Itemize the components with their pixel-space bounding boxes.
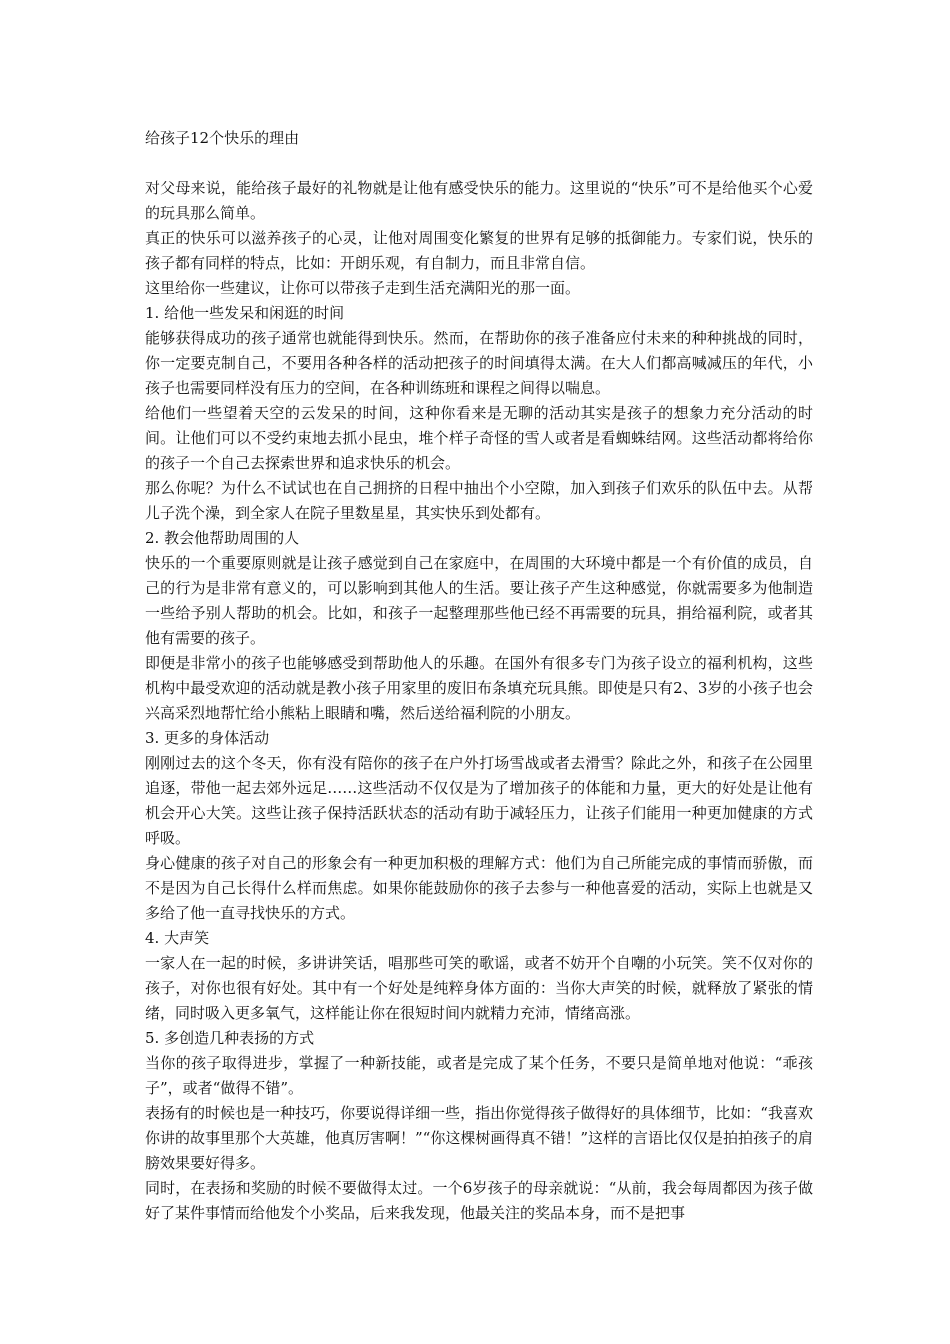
- section-heading: 1. 给他一些发呆和闲逛的时间: [145, 304, 345, 322]
- body-paragraph: 真正的快乐可以滋养孩子的心灵，让他对周围变化繁复的世界有足够的抵御能力。专家们说，快乐的孩子都有同样的特点，比如：开朗乐观，有自制力，而且非常自信。: [145, 229, 813, 272]
- body-paragraph: 一家人在一起的时候，多讲讲笑话，唱那些可笑的歌谣，或者不妨开个自嘲的小玩笑。笑不仅对你的孩子，对你也很有好处。其中有一个好处是纯粹身体方面的：当你大声笑的时候，就释放了紧张的情绪，同时吸入更多氧气，这样能让你在很短时间内就精力充沛，情绪高涨。: [145, 954, 813, 1022]
- body-paragraph: 身心健康的孩子对自己的形象会有一种更加积极的理解方式：他们为自己所能完成的事情而骄傲，而不是因为自己长得什么样而焦虑。如果你能鼓励你的孩子去参与一种他喜爱的活动，实际上也就是又多给了他一直寻找快乐的方式。: [145, 854, 813, 922]
- section-heading: 3. 更多的身体活动: [145, 729, 270, 747]
- section-heading: 5. 多创造几种表扬的方式: [145, 1029, 315, 1047]
- body-paragraph: 那么你呢？为什么不试试也在自己拥挤的日程中抽出个小空隙，加入到孩子们欢乐的队伍中去。从帮儿子洗个澡，到全家人在院子里数星星，其实快乐到处都有。: [145, 479, 813, 522]
- body-paragraph: 能够获得成功的孩子通常也就能得到快乐。然而，在帮助你的孩子准备应付未来的种种挑战的同时，你一定要克制自己，不要用各种各样的活动把孩子的时间填得太满。在大人们都高喊减压的年代，小孩子也需要同样没有压力的空间，在各种训练班和课程之间得以喘息。: [145, 329, 813, 397]
- section-heading: 2. 教会他帮助周围的人: [145, 529, 300, 547]
- document-title: 给孩子12个快乐的理由: [145, 129, 300, 147]
- body-paragraph: 当你的孩子取得进步，掌握了一种新技能，或者是完成了某个任务，不要只是简单地对他说：“乖孩子”，或者“做得不错”。: [145, 1054, 813, 1097]
- document-body: [145, 176, 813, 1226]
- body-paragraph: 这里给你一些建议，让你可以带孩子走到生活充满阳光的那一面。: [145, 279, 581, 297]
- section-heading: 4. 大声笑: [145, 929, 210, 947]
- body-paragraph: 快乐的一个重要原则就是让孩子感觉到自己在家庭中，在周围的大环境中都是一个有价值的成员，自己的行为是非常有意义的，可以影响到其他人的生活。要让孩子产生这种感觉，你就需要多为他制造一些给予别人帮助的机会。比如，和孩子一起整理那些他已经不再需要的玩具，捐给福利院，或者其他有需要的孩子。: [145, 554, 813, 647]
- body-paragraph: 即便是非常小的孩子也能够感受到帮助他人的乐趣。在国外有很多专门为孩子设立的福利机构，这些机构中最受欢迎的活动就是教小孩子用家里的废旧布条填充玩具熊。即使是只有2、3岁的小孩子也会兴高采烈地帮忙给小熊粘上眼睛和嘴，然后送给福利院的小朋友。: [145, 654, 813, 722]
- body-paragraph: 对父母来说，能给孩子最好的礼物就是让他有感受快乐的能力。这里说的“快乐”可不是给他买个心爱的玩具那么简单。: [145, 179, 813, 222]
- body-paragraph: 同时，在表扬和奖励的时候不要做得太过。一个6岁孩子的母亲就说：“从前，我会每周都因为孩子做好了某件事情而给他发个小奖品，后来我发现，他最关注的奖品本身，而不是把事: [145, 1179, 813, 1222]
- body-paragraph: 表扬有的时候也是一种技巧，你要说得详细一些，指出你觉得孩子做得好的具体细节，比如：“我喜欢你讲的故事里那个大英雄，他真厉害啊！”“你这棵树画得真不错！”这样的言语比仅仅是拍拍孩子的肩膀效果要好得多。: [145, 1104, 814, 1172]
- body-paragraph: 给他们一些望着天空的云发呆的时间，这种你看来是无聊的活动其实是孩子的想象力充分活动的时间。让他们可以不受约束地去抓小昆虫，堆个样子奇怪的雪人或者是看蜘蛛结网。这些活动都将给你的孩子一个自己去探索世界和追求快乐的机会。: [145, 404, 813, 472]
- document-page: [145, 126, 813, 1226]
- body-paragraph: 刚刚过去的这个冬天，你有没有陪你的孩子在户外打场雪战或者去滑雪？除此之外，和孩子在公园里追逐，带他一起去郊外远足……这些活动不仅仅是为了增加孩子的体能和力量，更大的好处是让他有机会开心大笑。这些让孩子保持活跃状态的活动有助于减轻压力，让孩子们能用一种更加健康的方式呼吸。: [145, 754, 813, 847]
